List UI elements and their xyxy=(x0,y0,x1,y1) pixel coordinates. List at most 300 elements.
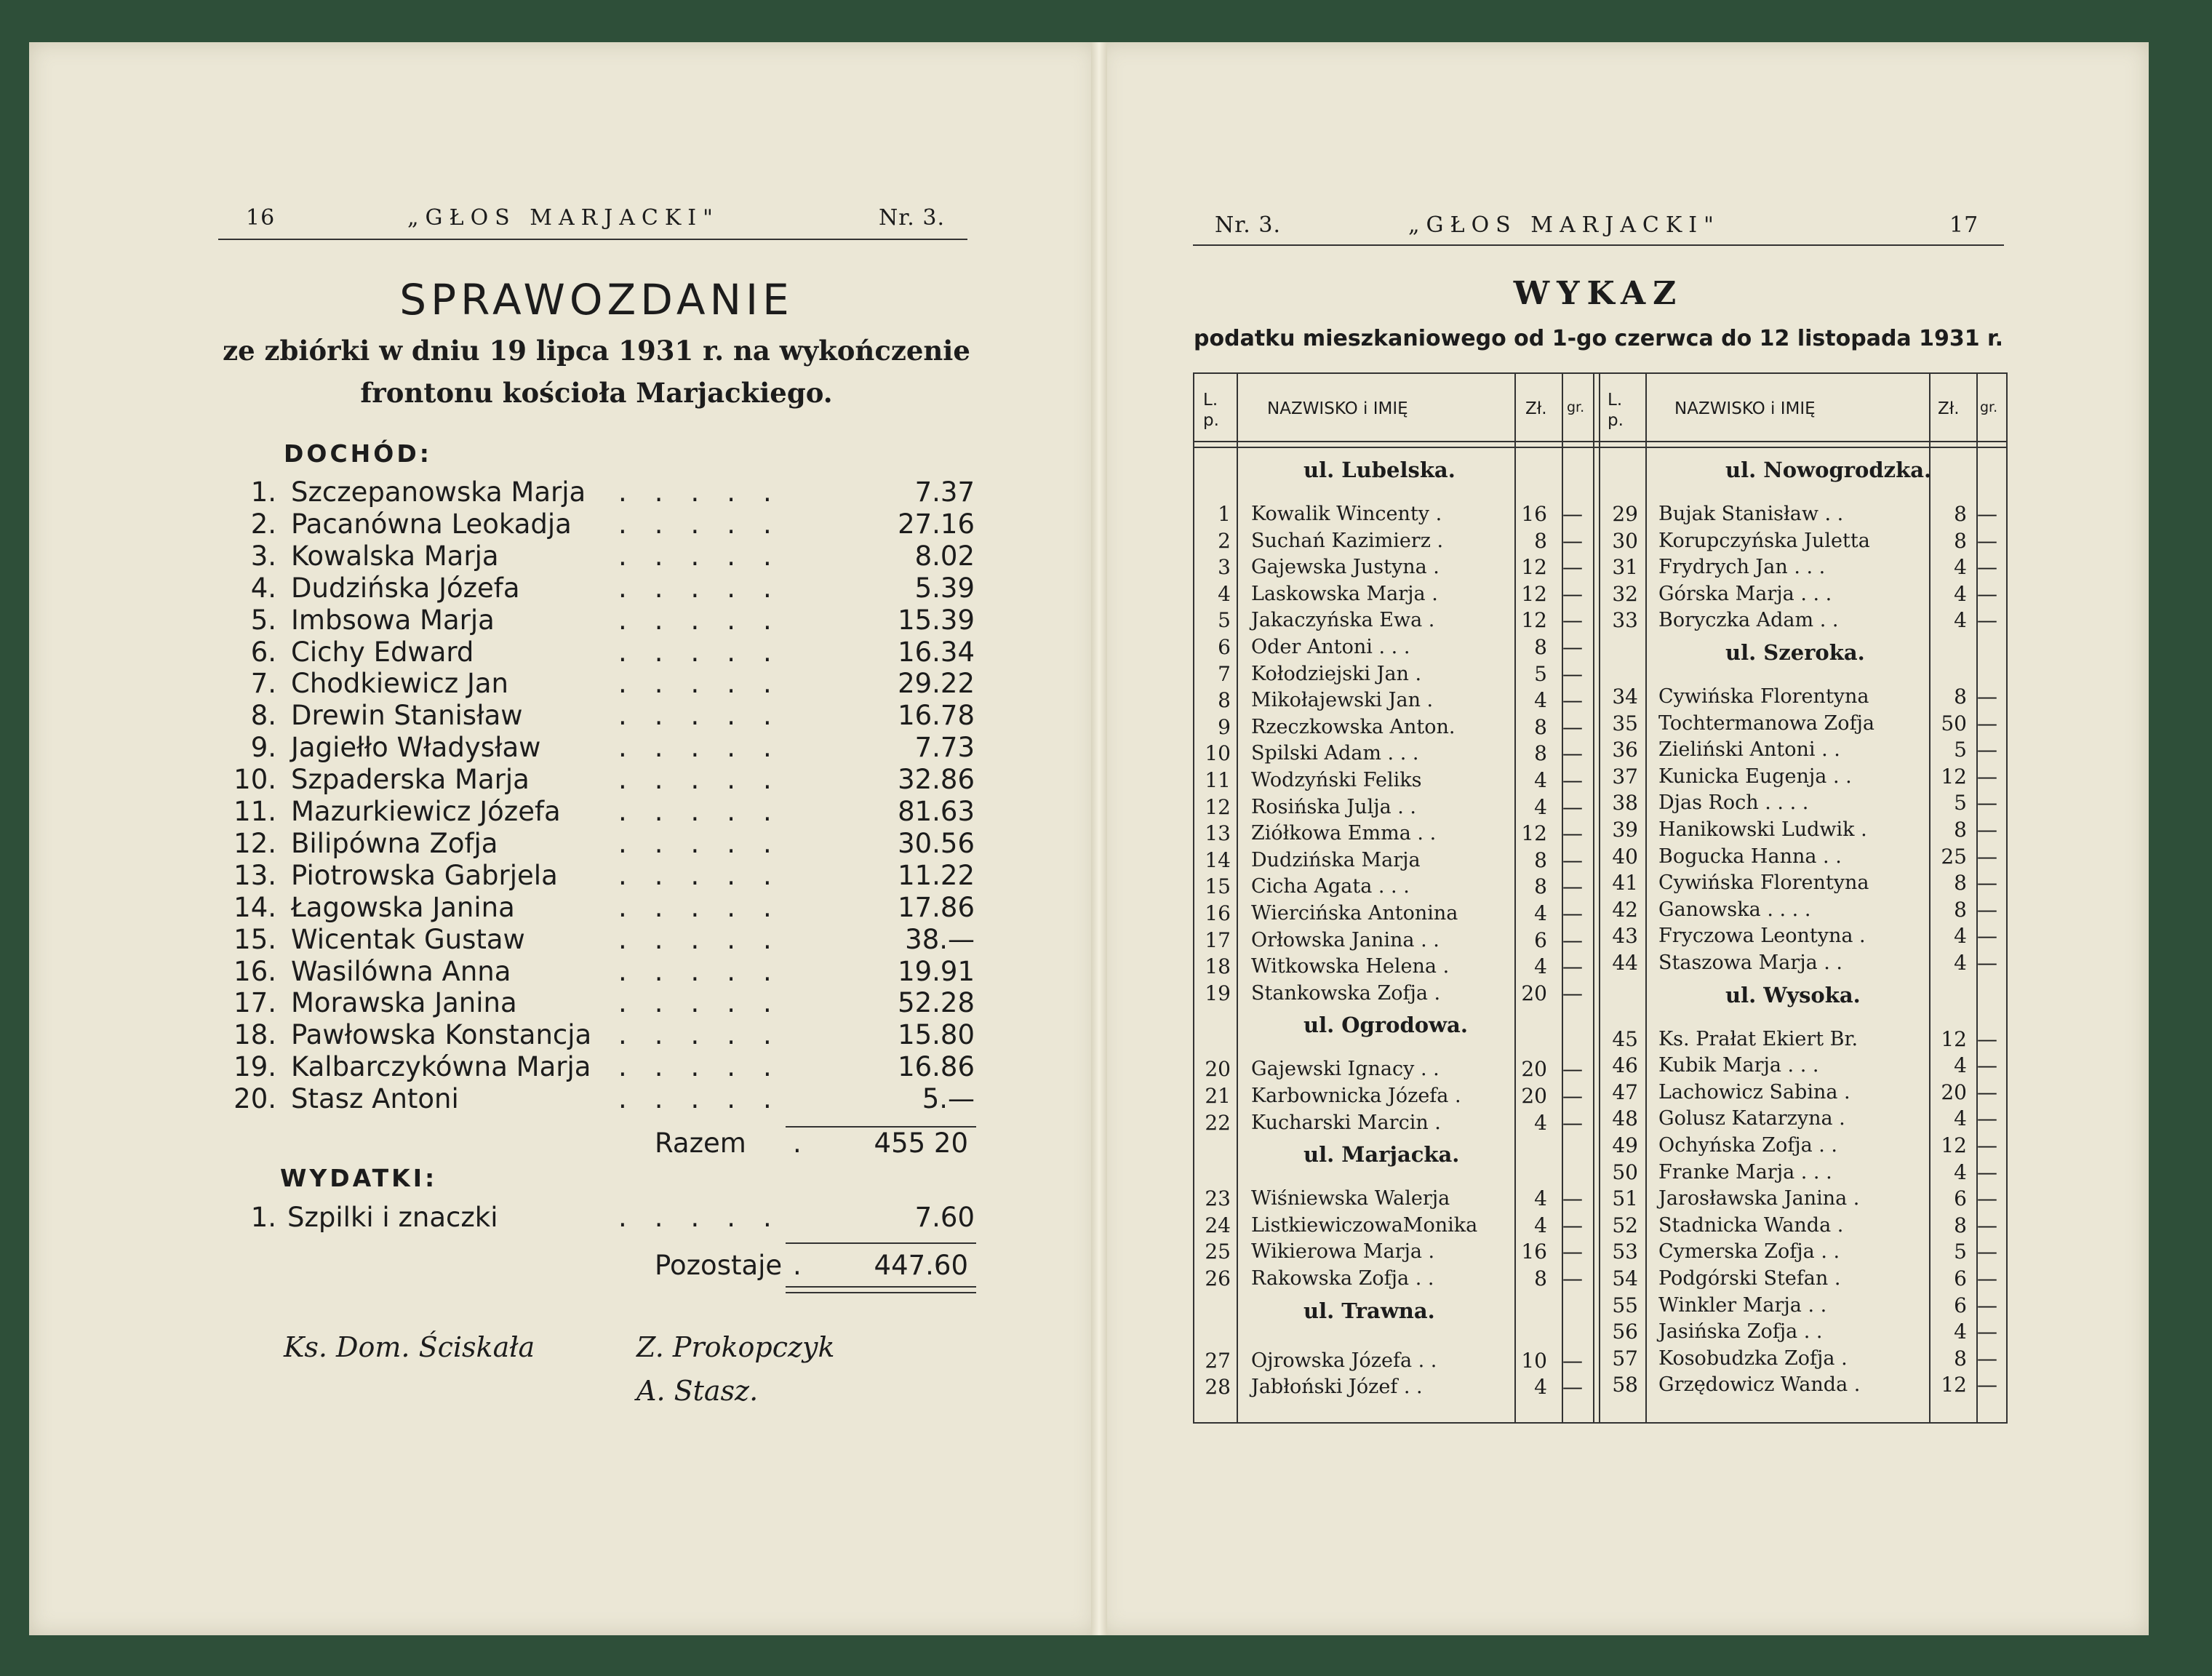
income-row xyxy=(211,700,975,732)
row-zl: 5 xyxy=(1954,791,1967,815)
row-name: Jabłoński Józef . . xyxy=(1251,1376,1423,1399)
row-name: Spilski Adam . . . xyxy=(1251,742,1419,765)
leader-dots: ..... xyxy=(618,476,799,508)
leader-dots: ..... xyxy=(618,1051,799,1083)
leader-dots: ..... xyxy=(618,796,799,827)
row-name: Laskowska Marja . xyxy=(1251,582,1438,605)
donation-amount: 7.73 xyxy=(914,732,975,764)
header-name: NAZWISKO i IMIĘ xyxy=(1267,399,1408,418)
row-zl: 4 xyxy=(1534,1110,1547,1135)
donor-name: Morawska Janina xyxy=(291,987,517,1019)
double-rule-2 xyxy=(786,1292,976,1293)
row-zl: 12 xyxy=(1941,1373,1967,1397)
leader-dots: ..... xyxy=(618,732,799,764)
row-zl: 12 xyxy=(1521,555,1547,580)
donor-name: Wicentak Gustaw xyxy=(291,923,525,955)
row-lp: 4 xyxy=(1218,581,1231,606)
row-gr: — xyxy=(1977,844,1997,869)
donor-name: Kowalska Marja xyxy=(291,540,499,572)
row-zl: 8 xyxy=(1534,714,1547,739)
row-zl: 8 xyxy=(1954,871,1967,895)
remainder-dots: . xyxy=(793,1250,816,1281)
leader-dots: ..... xyxy=(618,827,799,859)
row-lp: 34 xyxy=(1612,685,1638,709)
income-row xyxy=(211,508,975,540)
income-number: 10. xyxy=(233,764,276,796)
expense-dots: ..... xyxy=(618,1202,799,1233)
row-gr: — xyxy=(1977,871,1997,895)
income-number: 15. xyxy=(233,923,276,955)
donation-amount: 30.56 xyxy=(898,827,975,859)
leader-dots: ..... xyxy=(618,604,799,636)
row-lp: 37 xyxy=(1612,764,1638,789)
row-gr: — xyxy=(1562,768,1583,792)
row-name: Jarosławska Janina . xyxy=(1658,1187,1860,1210)
income-number: 11. xyxy=(233,796,276,827)
remainder-rule xyxy=(786,1242,976,1244)
row-gr: — xyxy=(1977,1053,1997,1078)
donation-amount: 16.34 xyxy=(898,636,975,668)
row-gr: — xyxy=(1562,714,1583,739)
row-zl: 6 xyxy=(1954,1186,1967,1211)
donation-amount: 16.86 xyxy=(898,1051,975,1083)
row-name: Rosińska Julja . . xyxy=(1251,795,1417,818)
income-row xyxy=(211,892,975,924)
row-lp: 24 xyxy=(1205,1213,1231,1237)
donor-name: Pawłowska Konstancja xyxy=(291,1019,592,1051)
row-name: Hanikowski Ludwik . xyxy=(1658,818,1867,841)
leader-dots: ..... xyxy=(618,859,799,891)
income-row xyxy=(211,637,975,669)
income-number: 17. xyxy=(233,987,276,1019)
total-label: Razem xyxy=(655,1128,746,1159)
leader-dots: ..... xyxy=(618,540,799,572)
row-zl: 20 xyxy=(1521,1057,1547,1082)
row-zl: 4 xyxy=(1954,924,1967,949)
page-number-right: 17 xyxy=(1949,212,1979,238)
report-title: SPRAWOZDANIE xyxy=(399,275,794,324)
row-name: Grzędowicz Wanda . xyxy=(1658,1373,1861,1397)
row-zl: 20 xyxy=(1941,1080,1967,1104)
income-row xyxy=(211,1051,975,1083)
row-lp: 14 xyxy=(1205,847,1231,872)
expense-number: 1. xyxy=(250,1202,276,1233)
row-name: Staszowa Marja . . xyxy=(1658,951,1843,974)
row-gr: — xyxy=(1562,1240,1583,1264)
donor-name: Dudzińska Józefa xyxy=(291,572,520,604)
header-zl: Zł. xyxy=(1525,399,1547,418)
street-heading: ul. Nowogrodzka. xyxy=(1725,458,1932,482)
row-name: Frydrych Jan . . . xyxy=(1658,556,1826,579)
donation-amount: 38.— xyxy=(905,923,975,955)
row-gr: — xyxy=(1562,528,1583,553)
row-lp: 54 xyxy=(1612,1266,1638,1290)
row-gr: — xyxy=(1562,1084,1583,1108)
page-number: 16 xyxy=(246,205,276,231)
donor-name: Piotrowska Gabrjela xyxy=(291,859,558,891)
row-lp: 29 xyxy=(1612,502,1638,526)
row-zl: 50 xyxy=(1941,711,1967,735)
row-lp: 40 xyxy=(1612,844,1638,869)
donation-amount: 19.91 xyxy=(898,955,975,987)
report-subtitle-1: ze zbiórki w dniu 19 lipca 1931 r. na wykończenie xyxy=(223,335,970,367)
row-zl: 4 xyxy=(1534,954,1547,979)
row-gr: — xyxy=(1562,688,1583,713)
row-lp: 57 xyxy=(1612,1346,1638,1370)
row-gr: — xyxy=(1562,1213,1583,1237)
row-zl: 8 xyxy=(1954,818,1967,842)
donation-amount: 8.02 xyxy=(914,540,975,572)
income-row xyxy=(211,764,975,796)
header-lp: L. p. xyxy=(1608,391,1624,430)
row-gr: — xyxy=(1977,1240,1997,1264)
income-number: 2. xyxy=(250,508,276,540)
row-name: Korupczyńska Juletta xyxy=(1658,529,1870,552)
row-zl: 12 xyxy=(1521,821,1547,846)
signature-3: A. Stasz. xyxy=(636,1375,759,1407)
row-lp: 26 xyxy=(1205,1266,1231,1290)
leader-dots: ..... xyxy=(618,764,799,796)
row-zl: 8 xyxy=(1954,528,1967,553)
row-gr: — xyxy=(1977,1213,1997,1237)
row-zl: 12 xyxy=(1521,608,1547,633)
row-lp: 7 xyxy=(1218,661,1231,686)
row-zl: 8 xyxy=(1534,847,1547,872)
row-gr: — xyxy=(1977,711,1997,735)
row-lp: 55 xyxy=(1612,1293,1638,1317)
row-gr: — xyxy=(1977,1106,1997,1131)
row-name: Tochtermanowa Zofja xyxy=(1658,711,1875,735)
row-gr: — xyxy=(1977,897,1997,922)
col-rule xyxy=(1645,374,1647,1422)
row-zl: 8 xyxy=(1534,741,1547,766)
row-name: Oder Antoni . . . xyxy=(1251,636,1410,658)
row-zl: 5 xyxy=(1534,661,1547,686)
row-name: Jakaczyńska Ewa . xyxy=(1251,609,1435,632)
row-name: Kucharski Marcin . xyxy=(1251,1111,1441,1134)
row-lp: 12 xyxy=(1205,794,1231,819)
row-zl: 12 xyxy=(1521,581,1547,606)
donation-amount: 11.22 xyxy=(898,859,975,891)
donor-name: Szczepanowska Marja xyxy=(291,476,586,508)
income-number: 8. xyxy=(250,700,276,732)
row-zl: 6 xyxy=(1954,1266,1967,1290)
row-gr: — xyxy=(1977,528,1997,553)
row-gr: — xyxy=(1977,1160,1997,1184)
row-zl: 6 xyxy=(1954,1293,1967,1317)
row-name: Wodzyński Feliks xyxy=(1251,769,1422,791)
row-zl: 12 xyxy=(1941,764,1967,789)
row-name: Golusz Katarzyna . xyxy=(1658,1107,1845,1130)
row-name: Kunicka Eugenja . . xyxy=(1658,765,1852,788)
row-name: Jasińska Zofja . . xyxy=(1658,1320,1823,1344)
leader-dots: ..... xyxy=(618,668,799,700)
income-row xyxy=(211,732,975,764)
row-lp: 38 xyxy=(1612,791,1638,815)
list-title: WYKAZ xyxy=(1513,275,1684,312)
running-title: „GŁOS MARJACKI" xyxy=(407,205,719,231)
donation-amount: 27.16 xyxy=(898,508,975,540)
tax-table xyxy=(1193,372,2008,1424)
row-zl: 5 xyxy=(1954,1240,1967,1264)
row-lp: 41 xyxy=(1612,871,1638,895)
row-lp: 51 xyxy=(1612,1186,1638,1211)
donor-name: Szpaderska Marja xyxy=(291,764,530,796)
row-name: Cywińska Florentyna xyxy=(1658,871,1869,895)
row-name: Orłowska Janina . . xyxy=(1251,928,1440,951)
issue-number: Nr. 3. xyxy=(879,205,945,231)
row-lp: 27 xyxy=(1205,1348,1231,1373)
income-number: 18. xyxy=(233,1019,276,1051)
list-subtitle: podatku mieszkaniowego od 1-go czerwca do 12 listopada 1931 r. xyxy=(1194,326,2003,351)
income-row xyxy=(211,924,975,956)
income-row xyxy=(211,1083,975,1115)
income-row xyxy=(211,572,975,604)
row-gr: — xyxy=(1977,1373,1997,1397)
row-lp: 8 xyxy=(1218,688,1231,713)
income-number: 5. xyxy=(250,604,276,636)
row-lp: 45 xyxy=(1612,1026,1638,1051)
income-row xyxy=(211,860,975,892)
income-number: 12. xyxy=(233,827,276,859)
row-zl: 8 xyxy=(1954,1346,1967,1370)
row-name: Stadnicka Wanda . xyxy=(1658,1213,1844,1237)
row-name: Karbownicka Józefa . xyxy=(1251,1085,1461,1107)
col-rule xyxy=(1237,374,1238,1422)
income-number: 1. xyxy=(250,476,276,508)
row-zl: 8 xyxy=(1954,1213,1967,1237)
row-name: Cywińska Florentyna xyxy=(1658,685,1869,708)
row-zl: 4 xyxy=(1954,1160,1967,1184)
row-lp: 21 xyxy=(1205,1084,1231,1108)
row-name: Gajewski Ignacy . . xyxy=(1251,1058,1440,1081)
row-gr: — xyxy=(1562,847,1583,872)
donation-amount: 17.86 xyxy=(898,891,975,923)
income-number: 3. xyxy=(250,540,276,572)
row-zl: 4 xyxy=(1954,951,1967,975)
donor-name: Stasz Antoni xyxy=(291,1083,459,1115)
row-gr: — xyxy=(1977,1320,1997,1344)
row-lp: 49 xyxy=(1612,1133,1638,1157)
row-zl: 16 xyxy=(1521,1240,1547,1264)
row-lp: 31 xyxy=(1612,555,1638,580)
donor-name: Cichy Edward xyxy=(291,636,474,668)
row-name: Bujak Stanisław . . xyxy=(1658,503,1844,525)
income-label: DOCHÓD: xyxy=(284,439,432,468)
row-name: Ojrowska Józefa . . xyxy=(1251,1349,1437,1372)
row-name: Wikierowa Marja . xyxy=(1251,1240,1435,1264)
row-gr: — xyxy=(1562,927,1583,952)
expense-name: Szpilki i znaczki xyxy=(287,1202,498,1233)
row-gr: — xyxy=(1562,1057,1583,1082)
leader-dots: ..... xyxy=(618,508,799,540)
income-row xyxy=(211,1019,975,1051)
row-name: Lachowicz Sabina . xyxy=(1658,1080,1850,1104)
row-zl: 5 xyxy=(1954,738,1967,762)
signature-1: Ks. Dom. Ściskała xyxy=(284,1331,535,1363)
row-gr: — xyxy=(1977,764,1997,789)
income-row xyxy=(211,476,975,508)
row-gr: — xyxy=(1562,502,1583,526)
income-number: 7. xyxy=(250,668,276,700)
row-gr: — xyxy=(1977,1026,1997,1051)
donation-amount: 16.78 xyxy=(898,700,975,732)
row-zl: 16 xyxy=(1521,502,1547,526)
row-gr: — xyxy=(1977,951,1997,975)
row-name: Boryczka Adam . . xyxy=(1658,609,1839,632)
expense-amount: 7.60 xyxy=(914,1202,975,1233)
row-zl: 8 xyxy=(1954,685,1967,709)
signature-2: Z. Prokopczyk xyxy=(636,1331,835,1363)
row-lp: 56 xyxy=(1612,1320,1638,1344)
donor-name: Mazurkiewicz Józefa xyxy=(291,796,561,827)
row-lp: 16 xyxy=(1205,901,1231,925)
street-heading: ul. Szeroka. xyxy=(1725,640,1865,665)
header-rule-double xyxy=(1194,447,2006,448)
row-lp: 9 xyxy=(1218,714,1231,739)
leader-dots: ..... xyxy=(618,700,799,732)
row-name: Franke Marja . . . xyxy=(1658,1160,1832,1184)
donor-name: Łagowska Janina xyxy=(291,891,515,923)
row-lp: 11 xyxy=(1205,768,1231,792)
row-lp: 13 xyxy=(1205,821,1231,846)
income-row xyxy=(211,828,975,860)
row-lp: 35 xyxy=(1612,711,1638,735)
row-name: Dudzińska Marja xyxy=(1251,848,1421,871)
row-lp: 46 xyxy=(1612,1053,1638,1078)
row-lp: 42 xyxy=(1612,897,1638,922)
row-lp: 32 xyxy=(1612,581,1638,606)
donation-amount: 32.86 xyxy=(898,764,975,796)
donation-amount: 15.39 xyxy=(898,604,975,636)
row-lp: 36 xyxy=(1612,738,1638,762)
row-gr: — xyxy=(1977,1186,1997,1211)
row-lp: 25 xyxy=(1205,1240,1231,1264)
row-lp: 39 xyxy=(1612,818,1638,842)
row-gr: — xyxy=(1977,685,1997,709)
donation-amount: 5.39 xyxy=(914,572,975,604)
row-lp: 52 xyxy=(1612,1213,1638,1237)
row-zl: 4 xyxy=(1954,1320,1967,1344)
row-gr: — xyxy=(1562,1348,1583,1373)
row-name: Bogucka Hanna . . xyxy=(1658,845,1842,868)
remainder-label: Pozostaje xyxy=(655,1250,783,1281)
row-zl: 4 xyxy=(1534,1213,1547,1237)
donor-name: Bilipówna Zofja xyxy=(291,827,498,859)
row-zl: 4 xyxy=(1534,1186,1547,1211)
row-lp: 23 xyxy=(1205,1186,1231,1211)
income-number: 16. xyxy=(233,955,276,987)
header-zl: Zł. xyxy=(1938,399,1960,418)
income-number: 19. xyxy=(233,1051,276,1083)
expenses-label: WYDATKI: xyxy=(280,1164,438,1192)
row-name: Kosobudzka Zofja . xyxy=(1658,1346,1848,1370)
row-lp: 28 xyxy=(1205,1375,1231,1400)
row-zl: 10 xyxy=(1521,1348,1547,1373)
row-zl: 4 xyxy=(1534,901,1547,925)
donation-amount: 52.28 xyxy=(898,987,975,1019)
row-zl: 4 xyxy=(1954,608,1967,633)
row-name: Suchań Kazimierz . xyxy=(1251,529,1444,552)
row-zl: 8 xyxy=(1954,897,1967,922)
row-zl: 8 xyxy=(1534,874,1547,899)
row-name: Kowalik Wincenty . xyxy=(1251,503,1442,525)
row-name: Mikołajewski Jan . xyxy=(1251,689,1434,712)
row-gr: — xyxy=(1562,874,1583,899)
row-zl: 4 xyxy=(1534,1375,1547,1400)
row-lp: 1 xyxy=(1218,502,1231,526)
row-name: Cymerska Zofja . . xyxy=(1658,1240,1840,1264)
donation-amount: 15.80 xyxy=(898,1019,975,1051)
income-number: 4. xyxy=(250,572,276,604)
row-zl: 20 xyxy=(1521,1084,1547,1108)
row-lp: 53 xyxy=(1612,1240,1638,1264)
row-lp: 47 xyxy=(1612,1080,1638,1104)
header-rule xyxy=(1194,441,2006,442)
income-number: 9. xyxy=(250,732,276,764)
donor-name: Kalbarczykówna Marja xyxy=(291,1051,591,1083)
donor-name: Drewin Stanisław xyxy=(291,700,523,732)
donor-name: Pacanówna Leokadja xyxy=(291,508,572,540)
row-gr: — xyxy=(1977,738,1997,762)
header-rule xyxy=(218,239,967,240)
leader-dots: ..... xyxy=(618,987,799,1019)
row-lp: 44 xyxy=(1612,951,1638,975)
row-gr: — xyxy=(1562,1266,1583,1290)
leader-dots: ..... xyxy=(618,891,799,923)
donor-name: Wasilówna Anna xyxy=(291,955,511,987)
row-lp: 22 xyxy=(1205,1110,1231,1135)
row-name: Ganowska . . . . xyxy=(1658,898,1811,921)
row-zl: 12 xyxy=(1941,1026,1967,1051)
row-gr: — xyxy=(1977,1346,1997,1370)
row-name: Ochyńska Zofja . . xyxy=(1658,1134,1837,1157)
book-spine xyxy=(1091,42,1107,1635)
row-gr: — xyxy=(1562,821,1583,846)
row-name: ListkiewiczowaMonika xyxy=(1251,1213,1478,1237)
row-zl: 4 xyxy=(1954,1053,1967,1078)
row-gr: — xyxy=(1562,661,1583,686)
row-gr: — xyxy=(1977,1266,1997,1290)
donation-amount: 5.— xyxy=(922,1083,975,1115)
row-zl: 6 xyxy=(1534,927,1547,952)
row-name: Górska Marja . . . xyxy=(1658,582,1832,605)
row-zl: 8 xyxy=(1534,1266,1547,1290)
income-row xyxy=(211,540,975,572)
remainder-amount: 447.60 xyxy=(874,1250,968,1281)
row-gr: — xyxy=(1977,502,1997,526)
row-zl: 4 xyxy=(1954,1106,1967,1131)
income-row xyxy=(211,987,975,1019)
row-zl: 4 xyxy=(1954,555,1967,580)
row-gr: — xyxy=(1977,608,1997,633)
row-gr: — xyxy=(1977,818,1997,842)
street-heading: ul. Ogrodowa. xyxy=(1303,1013,1468,1038)
row-lp: 58 xyxy=(1612,1373,1638,1397)
row-gr: — xyxy=(1977,791,1997,815)
row-gr: — xyxy=(1977,555,1997,580)
street-heading: ul. Lubelska. xyxy=(1303,458,1456,482)
row-lp: 6 xyxy=(1218,635,1231,659)
row-gr: — xyxy=(1562,635,1583,659)
income-number: 6. xyxy=(250,636,276,668)
row-gr: — xyxy=(1562,794,1583,819)
row-lp: 20 xyxy=(1205,1057,1231,1082)
row-zl: 8 xyxy=(1534,528,1547,553)
row-lp: 2 xyxy=(1218,528,1231,553)
row-gr: — xyxy=(1977,1133,1997,1157)
income-row xyxy=(211,604,975,637)
